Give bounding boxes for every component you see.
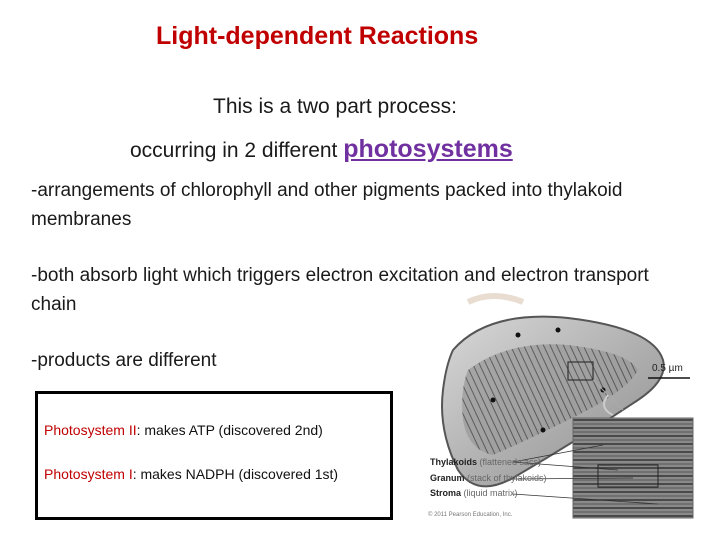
label-stroma-term: Stroma bbox=[430, 488, 462, 498]
label-granum bbox=[430, 473, 547, 483]
slide-title: Light-dependent Reactions bbox=[156, 22, 479, 50]
label-thylakoids-note: (flattened sacs) bbox=[479, 457, 542, 467]
bullet-arrangements: -arrangements of chlorophyll and other pigments packed into thylakoid membranes bbox=[31, 180, 623, 230]
label-thylakoids bbox=[430, 457, 541, 467]
photosystem-ii-desc: : makes ATP (discovered 2nd) bbox=[136, 422, 323, 438]
intro-line-2-text: occurring in 2 different bbox=[130, 139, 338, 162]
label-stroma bbox=[430, 488, 518, 498]
chloroplast-figure bbox=[398, 290, 698, 520]
photosystem-i-name: Photosystem I bbox=[44, 466, 133, 482]
intro-line-1: This is a two part process: bbox=[213, 95, 457, 118]
figure-copyright: © 2011 Pearson Education, Inc. bbox=[428, 512, 513, 518]
photosystem-i-line bbox=[44, 466, 338, 482]
label-granum-note: (stack of thylakoids) bbox=[467, 473, 547, 483]
photosystems-keyword: photosystems bbox=[343, 135, 513, 163]
label-stroma-note: (liquid matrix) bbox=[463, 488, 518, 498]
label-thylakoids-term: Thylakoids bbox=[430, 457, 478, 467]
photosystem-ii-line bbox=[44, 422, 323, 438]
label-granum-term: Granum bbox=[430, 473, 465, 483]
bullet-products: -products are different bbox=[31, 350, 217, 371]
scale-label: 0.5 µm bbox=[652, 363, 683, 374]
photosystems-box bbox=[35, 391, 393, 520]
chloroplast-illustration bbox=[398, 290, 698, 520]
bullet-absorb-light: -both absorb light which triggers electron excitation and electron transport chain bbox=[31, 265, 649, 315]
photosystem-i-desc: : makes NADPH (discovered 1st) bbox=[132, 466, 339, 482]
photosystem-ii-name: Photosystem II bbox=[44, 422, 137, 438]
intro-line-2 bbox=[130, 135, 513, 164]
